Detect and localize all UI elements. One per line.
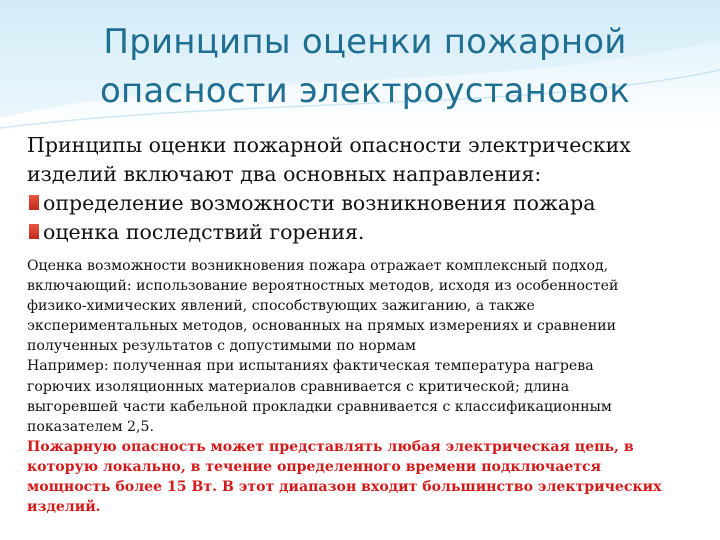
intro-block xyxy=(27,131,707,247)
body-line: выгоревшей части кабельной прокладки сравнивается с классификационным xyxy=(27,398,612,415)
title-line-1: Принципы оценки пожарной xyxy=(103,22,627,62)
body-line: включающий: использование вероятностных методов, исходя из особенностей xyxy=(27,278,619,295)
slide-title xyxy=(40,18,690,116)
body-line: физико-химических явлений, способствующих зажиганию, а также xyxy=(27,298,535,315)
body-line: экспериментальных методов, основанных на прямых измерениях и сравнении xyxy=(27,318,617,335)
bullet-text: оценка последствий горения. xyxy=(43,220,365,244)
bullet-marker-icon xyxy=(29,224,39,239)
bullet-text: определение возможности возникновения пожара xyxy=(43,191,596,215)
body-line: Например: полученная при испытаниях фактическая температура нагрева xyxy=(27,358,594,375)
intro-line-2: изделий включают два основных направления: xyxy=(27,162,542,186)
body-line: показателем 2,5. xyxy=(27,418,154,435)
body-line: горючих изоляционных материалов сравнивается с критической; длина xyxy=(27,378,570,395)
intro-line-1: Принципы оценки пожарной опасности электрических xyxy=(27,133,631,157)
highlight-line: которую локально, в течение определенного времени подключается xyxy=(27,458,602,475)
body-line: Оценка возможности возникновения пожара отражает комплексный подход, xyxy=(27,258,609,274)
bullet-item xyxy=(27,189,707,218)
bullet-item xyxy=(27,218,707,247)
body-line: полученных результатов с допустимыми по нормам xyxy=(27,338,416,355)
highlight-line: Пожарную опасность может представлять любая электрическая цепь, в xyxy=(27,438,634,455)
body-text xyxy=(27,256,703,517)
bullet-marker-icon xyxy=(29,195,39,210)
title-line-2: опасности электроустановок xyxy=(99,71,631,111)
highlight-line: мощность более 15 Вт. В этот диапазон входит большинство электрических xyxy=(27,479,662,496)
highlight-line: изделий. xyxy=(27,499,101,516)
